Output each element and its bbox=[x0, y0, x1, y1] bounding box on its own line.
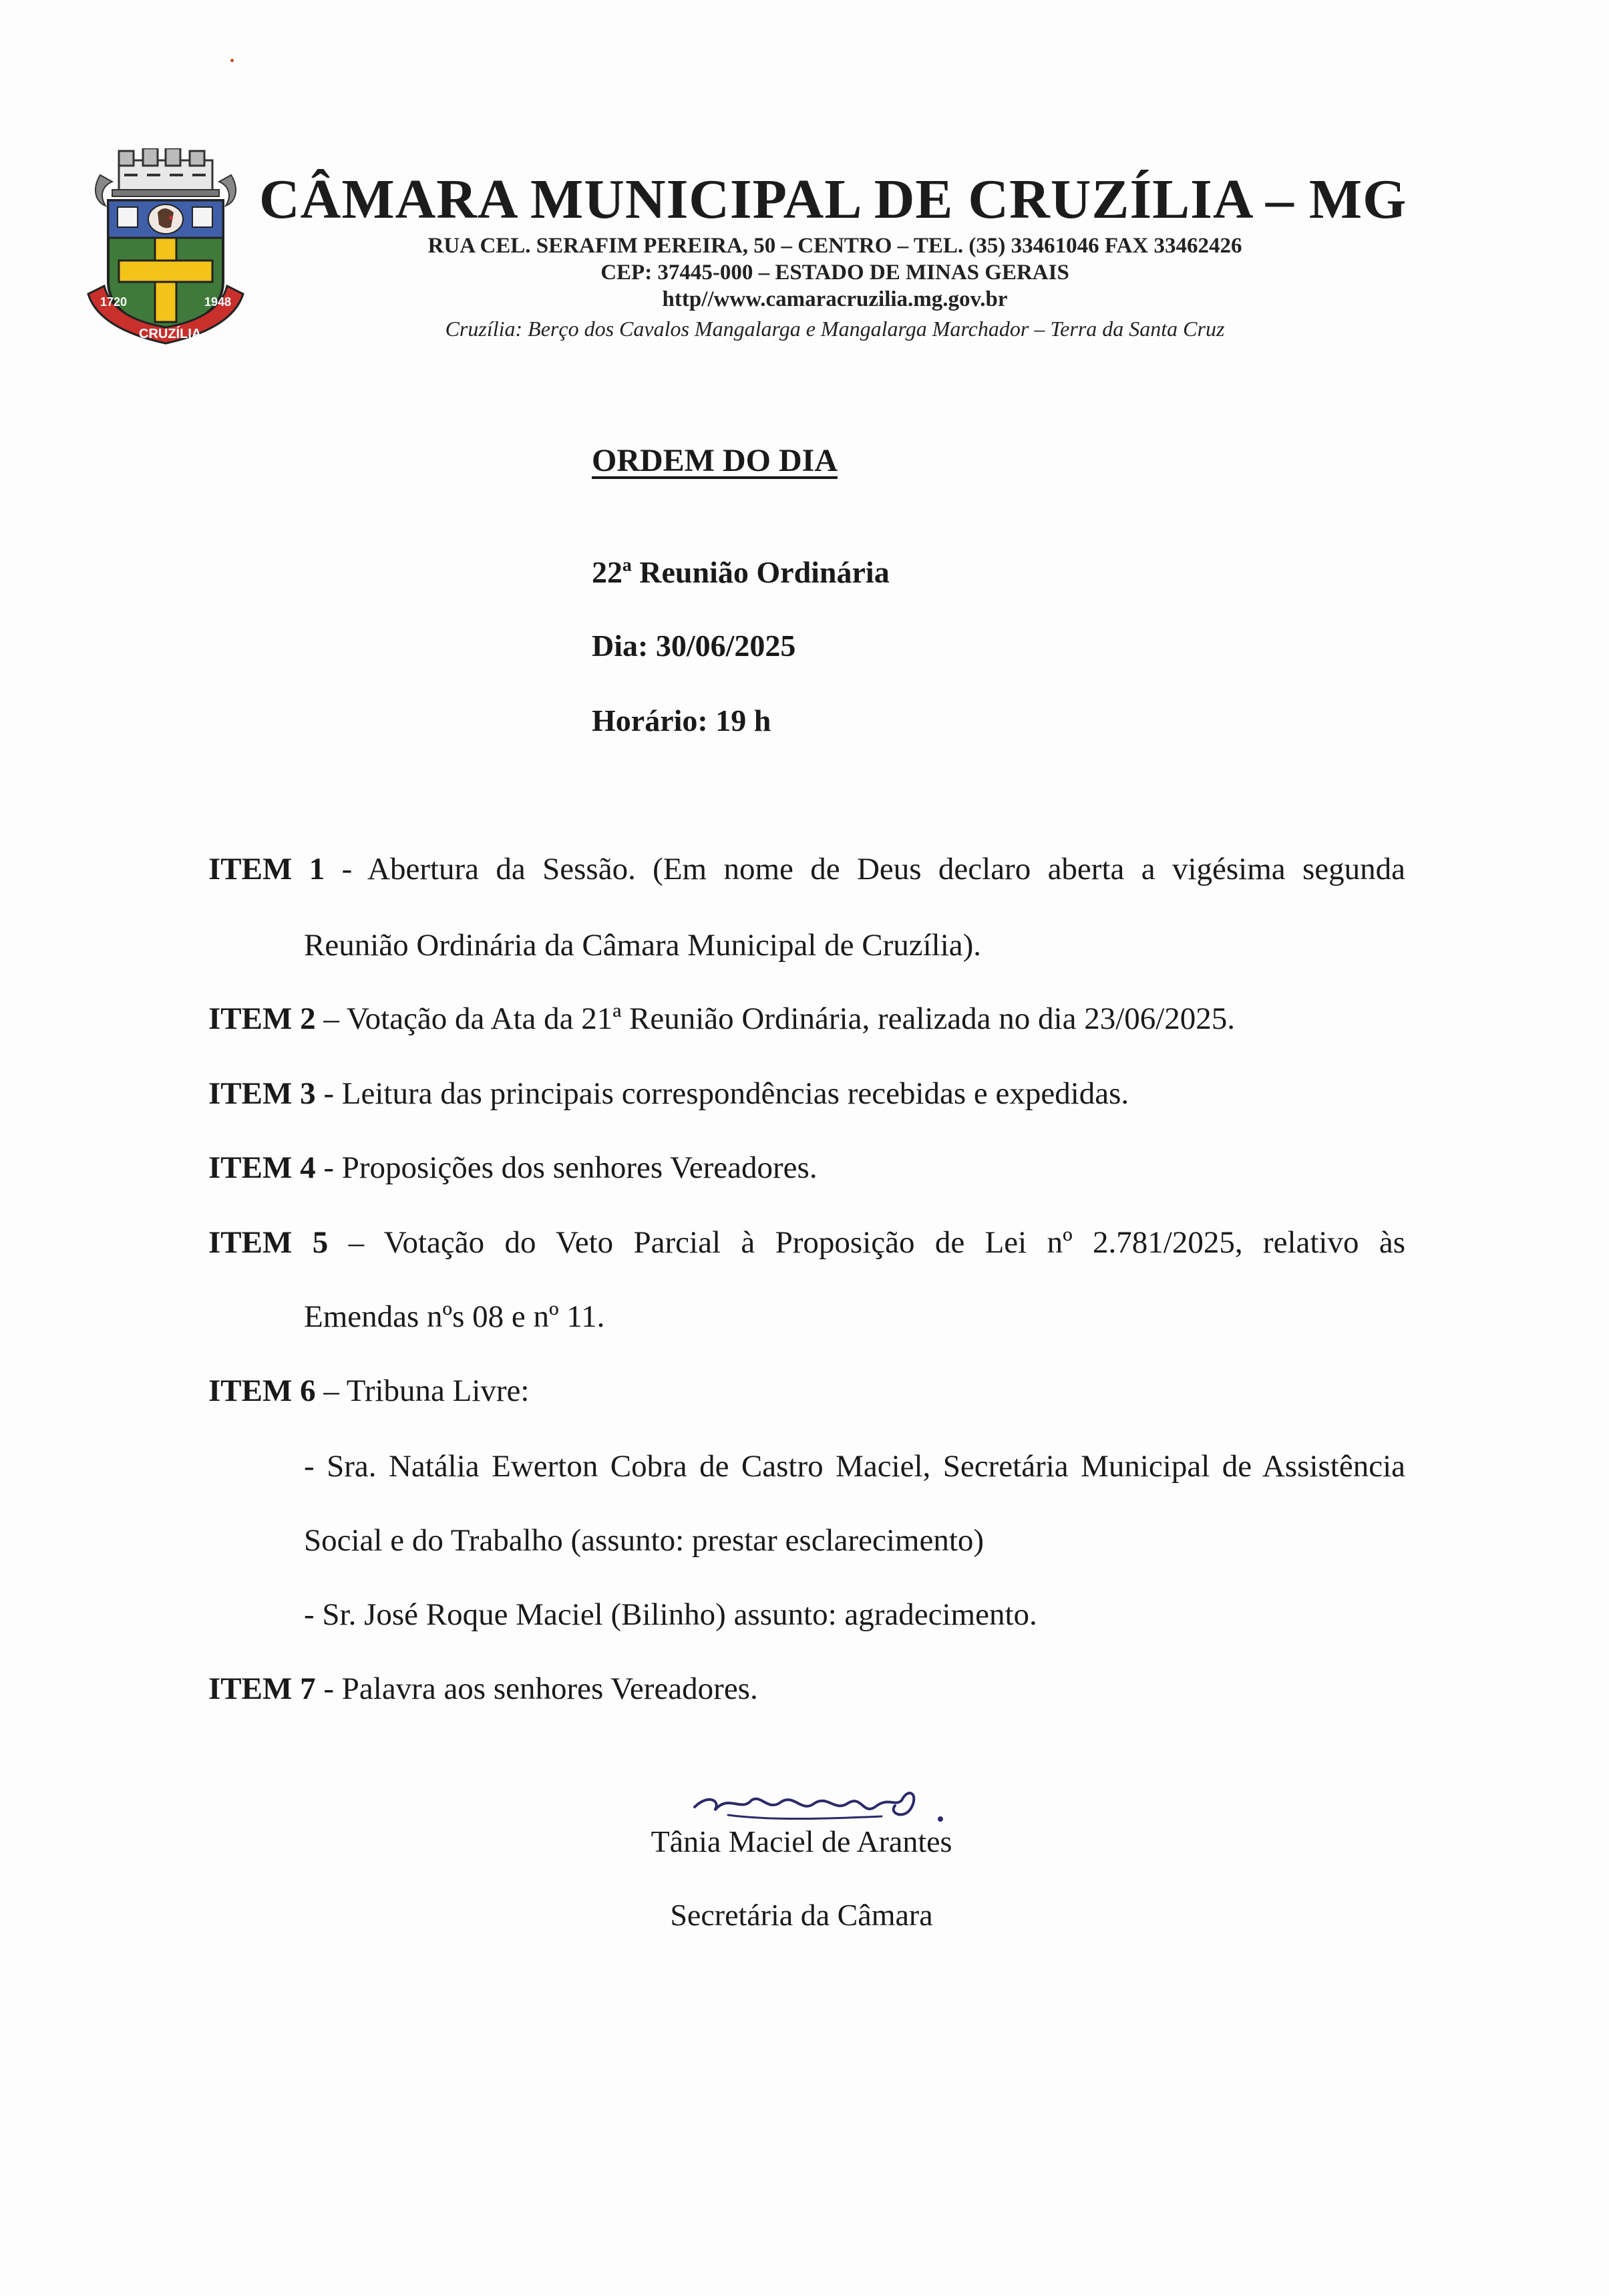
agenda-item-5-line-2: Emendas nºs 08 e nº 11. bbox=[304, 1299, 605, 1334]
meeting-date: Dia: 30/06/2025 bbox=[592, 629, 796, 663]
agenda-item-3 bbox=[208, 1078, 1129, 1110]
meeting-name: 22ª Reunião Ordinária bbox=[592, 555, 890, 589]
agenda-item-6-speaker-1-line-2: Social e do Trabalho (assunto: prestar esclarecimento) bbox=[304, 1523, 985, 1558]
agenda-item-label: ITEM 6 bbox=[208, 1373, 316, 1408]
agenda-item-text: - Proposições dos senhores Vereadores. bbox=[323, 1150, 818, 1185]
svg-text:1948: 1948 bbox=[204, 295, 232, 309]
agenda-item-text: – Votação do Veto Parcial à Proposição de Lei nº 2.781/2025, relativo às bbox=[348, 1225, 1405, 1260]
agenda-item-6-speaker-1-line-1: - Sra. Natália Ewerton Cobra de Castro Maciel, Secretária Municipal de Assistência bbox=[304, 1449, 1405, 1484]
agenda-item-label: ITEM 3 bbox=[208, 1076, 316, 1111]
agenda-item-2 bbox=[208, 1003, 1235, 1035]
header-website: http//www.camaracruzilia.mg.gov.br bbox=[662, 287, 1008, 311]
agenda-item-text: - Abertura da Sessão. (Em nome de Deus declaro aberta a vigésima segunda bbox=[341, 852, 1406, 886]
signer-role: Secretária da Câmara bbox=[670, 1898, 933, 1932]
agenda-item-label: ITEM 2 bbox=[208, 1001, 316, 1036]
header-motto: Cruzília: Berço dos Cavalos Mangalarga e Mangalarga Marchador – Terra da Santa Cruz bbox=[445, 317, 1225, 341]
handwritten-signature bbox=[688, 1780, 948, 1830]
svg-text:CRUZÍLIA: CRUZÍLIA bbox=[139, 327, 202, 341]
crown-icon bbox=[112, 148, 219, 196]
agenda-item-label: ITEM 1 bbox=[208, 852, 325, 886]
header-title: CÂMARA MUNICIPAL DE CRUZÍLIA – MG bbox=[259, 168, 1407, 230]
scan-speck bbox=[230, 59, 234, 62]
agenda-item-label: ITEM 5 bbox=[208, 1225, 329, 1260]
agenda-item-6 bbox=[208, 1375, 529, 1407]
header-address: RUA CEL. SERAFIM PEREIRA, 50 – CENTRO – TEL. (35) 33461046 FAX 33462426 bbox=[427, 234, 1242, 258]
document-title: ORDEM DO DIA bbox=[592, 443, 838, 478]
agenda-item-7 bbox=[208, 1673, 758, 1705]
agenda-item-label: ITEM 4 bbox=[208, 1150, 316, 1185]
meeting-time: Horário: 19 h bbox=[592, 703, 771, 737]
agenda-item-6-speaker-2: - Sr. José Roque Maciel (Bilinho) assunto: agradecimento. bbox=[304, 1597, 1037, 1632]
agenda-item-text: - Leitura das principais correspondências recebidas e expedidas. bbox=[323, 1076, 1129, 1111]
agenda-item-label: ITEM 7 bbox=[208, 1671, 316, 1706]
agenda-item-4 bbox=[208, 1152, 818, 1184]
agenda-item-text: – Votação da Ata da 21ª Reunião Ordinária, realizada no dia 23/06/2025. bbox=[323, 1001, 1236, 1036]
agenda-item-1-line-1 bbox=[208, 854, 1405, 885]
header-cep: CEP: 37445-000 – ESTADO DE MINAS GERAIS bbox=[600, 261, 1069, 285]
agenda-item-1-line-2: Reunião Ordinária da Câmara Municipal de Cruzília). bbox=[304, 928, 982, 963]
agenda-item-text: - Palavra aos senhores Vereadores. bbox=[323, 1671, 758, 1706]
horse-head-icon bbox=[148, 204, 183, 234]
agenda-item-text: – Tribuna Livre: bbox=[323, 1373, 530, 1408]
signer-name: Tânia Maciel de Arantes bbox=[651, 1824, 952, 1858]
svg-text:1720: 1720 bbox=[100, 295, 128, 309]
agenda-item-5-line-1 bbox=[208, 1227, 1405, 1259]
